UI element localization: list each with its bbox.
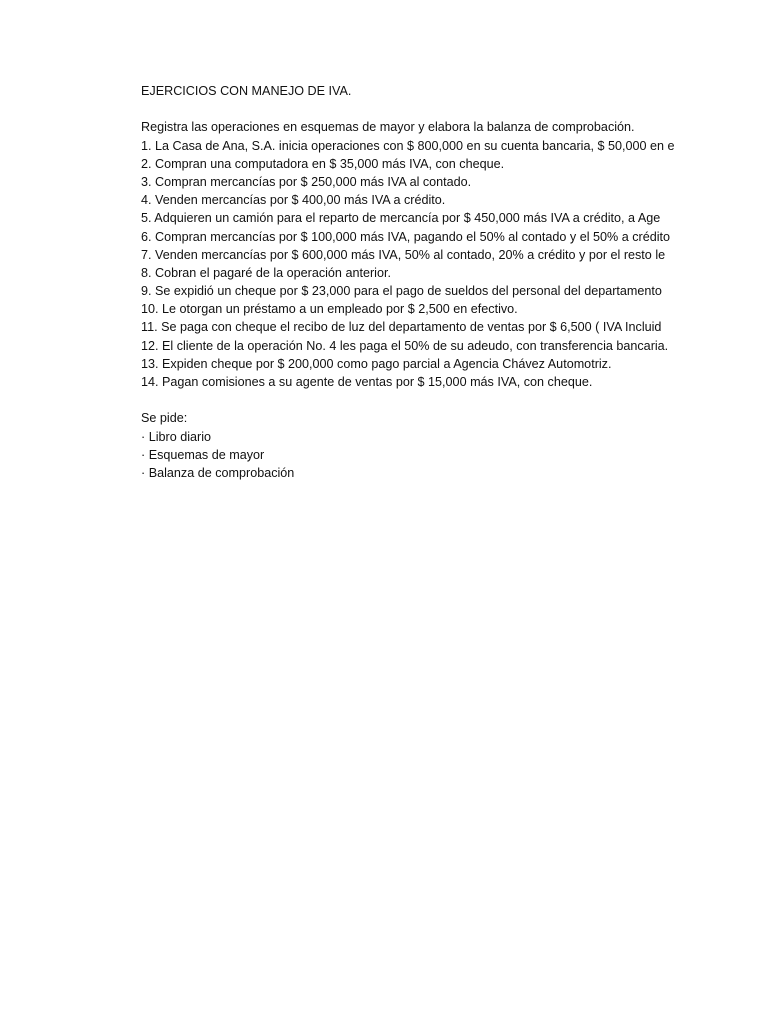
operation-5: 5. Adquieren un camión para el reparto de mercancía por $ 450,000 más IVA a crédito, a Age [141,211,661,226]
operation-13: 13. Expiden cheque por $ 200,000 como pago parcial a Agencia Chávez Automotriz. [141,356,612,371]
operation-6: 6. Compran mercancías por $ 100,000 más IVA, pagando el 50% al contado y el 50% a crédito [141,229,671,244]
operation-8: 8. Cobran el pagaré de la operación anterior. [141,265,391,280]
spacer [141,391,677,409]
operation-14: 14. Pagan comisiones a su agente de ventas por $ 15,000 más IVA, con cheque. [141,375,593,389]
operation-3: 3. Compran mercancías por $ 250,000 más IVA al contado. [141,174,472,189]
operation-7: 7. Venden mercancías por $ 600,000 más IVA, 50% al contado, 20% a crédito y por el resto le [141,247,666,262]
document-body [141,82,677,482]
document-title: EJERCICIOS CON MANEJO DE IVA. [141,84,352,98]
operation-12: 12. El cliente de la operación No. 4 les paga el 50% de su adeudo, con transferencia bancaria. [141,338,669,353]
operation-9: 9. Se expidió un cheque por $ 23,000 para el pago de sueldos del personal del departamento [141,284,662,299]
operation-11: 11. Se paga con cheque el recibo de luz del departamento de ventas por $ 6,500 ( IVA Incluid [141,320,662,335]
requested-item-esquemas-mayor: · Esquemas de mayor [141,447,265,462]
operation-4: 4. Venden mercancías por $ 400,00 más IVA a crédito. [141,193,446,208]
instruction-text: Registra las operaciones en esquemas de mayor y elabora la balanza de comprobación. [141,120,635,135]
requested-item-balanza: · Balanza de comprobación [141,465,295,480]
operation-1: 1. La Casa de Ana, S.A. inicia operaciones con $ 800,000 en su cuenta bancaria, $ 50,000 en e [141,138,675,153]
requested-item-libro-diario: · Libro diario [141,429,211,444]
requested-heading: Se pide: [141,411,188,426]
spacer [141,100,677,118]
operation-2: 2. Compran una computadora en $ 35,000 más IVA, con cheque. [141,156,505,171]
operation-10: 10. Le otorgan un préstamo a un empleado por $ 2,500 en efectivo. [141,302,518,317]
